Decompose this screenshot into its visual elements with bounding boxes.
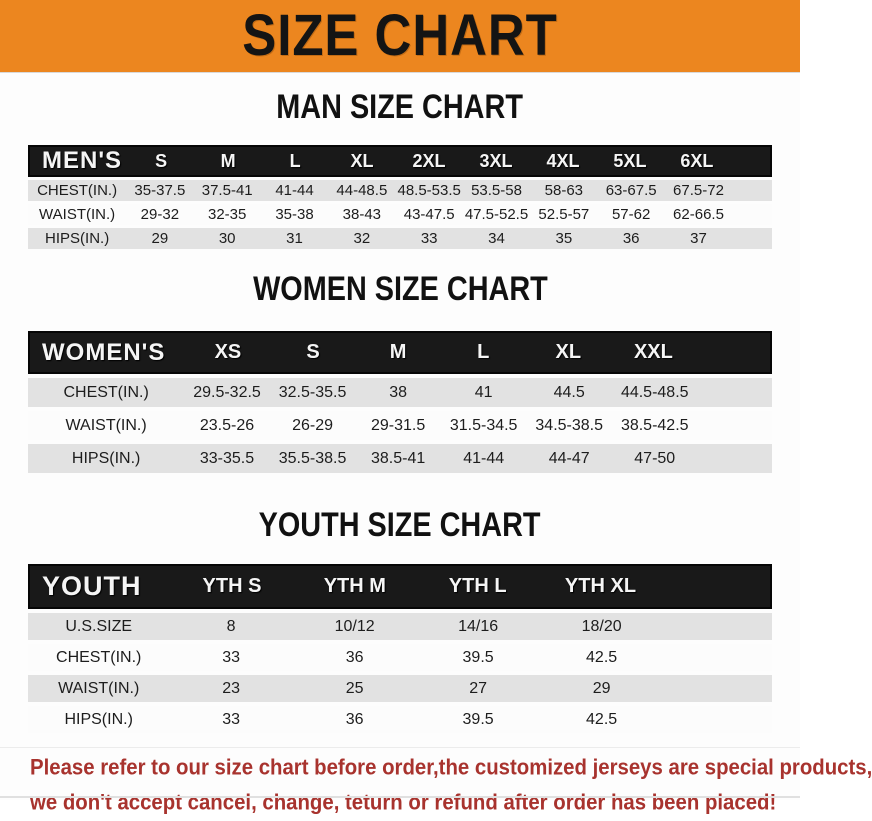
youth-size-header-yth-xl: YTH XL <box>564 575 637 597</box>
men-chest-in-value-1: 37.5-41 <box>201 182 253 199</box>
women-row-waist-in <box>28 411 772 440</box>
women-row-label-waist-in: WAIST(IN.) <box>65 417 147 434</box>
men-hips-in-value-0: 29 <box>151 230 169 247</box>
men-waist-in-value-2: 35-38 <box>275 206 314 223</box>
youth-u-s-size-value-3: 18/20 <box>581 618 622 635</box>
men-waist-in-value-1: 32-35 <box>208 206 247 223</box>
youth-chest-in-value-2: 39.5 <box>462 649 494 666</box>
women-row-label-hips-in: HIPS(IN.) <box>71 450 141 467</box>
men-header-bar <box>28 145 772 177</box>
youth-row-label-hips-in: HIPS(IN.) <box>64 711 133 728</box>
men-size-header-xl: XL <box>350 150 374 171</box>
men-chest-in-value-5: 53.5-58 <box>471 182 522 199</box>
youth-waist-in-value-3: 29 <box>592 680 611 697</box>
youth-hips-in-value-0: 33 <box>222 711 240 728</box>
women-size-table <box>28 331 772 473</box>
men-size-table <box>28 145 772 249</box>
youth-u-s-size-value-2: 14/16 <box>458 618 499 635</box>
men-row-hips-in <box>28 228 772 249</box>
youth-row-label-waist-in: WAIST(IN.) <box>58 680 140 697</box>
men-chest-in-value-8: 67.5-72 <box>673 182 724 199</box>
youth-size-table <box>28 564 772 733</box>
women-waist-in-value-3: 31.5-34.5 <box>449 417 518 434</box>
women-size-header-xs: XS <box>214 341 242 363</box>
youth-section-heading <box>0 507 800 549</box>
youth-hips-in-value-2: 39.5 <box>462 711 494 728</box>
women-hips-in-value-5: 47-50 <box>634 450 676 467</box>
men-row-chest-in <box>28 180 772 201</box>
women-row-chest-in <box>28 378 772 407</box>
youth-row-u-s-size <box>28 613 772 640</box>
women-chest-in-value-2: 38 <box>389 384 407 401</box>
women-hips-in-value-4: 44-47 <box>548 450 590 467</box>
women-size-header-m: M <box>389 341 407 363</box>
men-hips-in-value-8: 37 <box>690 230 707 247</box>
women-row-label-chest-in: CHEST(IN.) <box>63 384 149 401</box>
men-hips-in-value-6: 35 <box>555 230 573 247</box>
youth-row-label-u-s-size: U.S.SIZE <box>65 618 133 635</box>
men-size-header-6xl: 6XL <box>680 150 714 171</box>
men-size-header-2xl: 2XL <box>412 150 446 171</box>
women-waist-in-value-5: 38.5-42.5 <box>620 417 689 434</box>
size-chart-banner <box>0 0 800 73</box>
youth-hips-in-value-1: 36 <box>345 711 364 728</box>
youth-waist-in-value-0: 23 <box>222 680 240 697</box>
women-hips-in-value-0: 33-35.5 <box>199 450 255 467</box>
men-waist-in-value-6: 52.5-57 <box>538 206 590 223</box>
women-hips-in-value-3: 41-44 <box>463 450 505 467</box>
men-waist-in-value-3: 38-43 <box>342 206 382 223</box>
youth-row-waist-in <box>28 675 772 702</box>
men-chest-in-value-4: 48.5-53.5 <box>397 182 461 199</box>
women-hips-in-value-1: 35.5-38.5 <box>278 450 347 467</box>
men-hips-in-value-2: 31 <box>286 230 303 247</box>
women-row-hips-in <box>28 444 772 473</box>
women-waist-in-value-4: 34.5-38.5 <box>535 417 603 434</box>
women-heading-text: WOMEN SIZE CHART <box>252 269 548 308</box>
youth-size-header-yth-l: YTH L <box>448 575 507 597</box>
youth-size-header-yth-m: YTH M <box>323 575 386 597</box>
men-hips-in-value-3: 32 <box>353 230 371 247</box>
men-size-header-l: L <box>289 150 301 171</box>
women-chest-in-value-1: 32.5-35.5 <box>278 384 347 401</box>
men-waist-in-value-4: 43-47.5 <box>403 206 455 223</box>
women-chest-in-value-4: 44.5 <box>553 384 585 401</box>
men-chest-in-value-7: 63-67.5 <box>605 182 657 199</box>
men-size-header-s: S <box>155 150 168 171</box>
men-row-label-hips-in: HIPS(IN.) <box>45 230 110 247</box>
youth-hips-in-value-3: 42.5 <box>586 711 618 728</box>
men-hips-in-value-7: 36 <box>622 230 640 247</box>
men-hips-in-value-1: 30 <box>218 230 236 247</box>
men-size-header-m: M <box>220 150 236 171</box>
disclaimer-line-1: Please refer to our size chart before order,the customized jerseys are special products, <box>30 755 872 780</box>
men-chest-in-value-0: 35-37.5 <box>134 182 186 199</box>
youth-heading-text: YOUTH SIZE CHART <box>259 505 541 544</box>
men-hips-in-value-4: 33 <box>420 230 438 247</box>
youth-chest-in-value-1: 36 <box>345 649 364 666</box>
youth-u-s-size-value-1: 10/12 <box>334 618 375 635</box>
men-section-heading <box>0 89 800 131</box>
women-table-label: WOMEN'S <box>42 338 166 366</box>
men-hips-in-value-5: 34 <box>488 230 505 247</box>
women-size-header-xxl: XXL <box>633 341 673 363</box>
order-disclaimer-note <box>0 747 872 820</box>
men-row-label-waist-in: WAIST(IN.) <box>39 206 116 223</box>
women-size-header-s: S <box>306 341 320 363</box>
men-waist-in-value-5: 47.5-52.5 <box>464 206 529 223</box>
women-size-header-xl: XL <box>555 341 582 363</box>
youth-waist-in-value-2: 27 <box>469 680 487 697</box>
youth-header-bar <box>28 564 772 609</box>
men-table-label: MEN'S <box>42 147 123 174</box>
youth-row-chest-in <box>28 644 772 671</box>
men-waist-in-value-0: 29-32 <box>140 206 180 223</box>
women-waist-in-value-0: 23.5-26 <box>199 417 255 434</box>
women-waist-in-value-2: 29-31.5 <box>370 417 426 434</box>
youth-chest-in-value-0: 33 <box>222 649 240 666</box>
youth-row-label-chest-in: CHEST(IN.) <box>56 649 142 666</box>
women-chest-in-value-5: 44.5-48.5 <box>620 384 689 401</box>
youth-row-hips-in <box>28 706 772 733</box>
men-row-label-chest-in: CHEST(IN.) <box>37 182 118 199</box>
men-size-header-5xl: 5XL <box>613 150 647 171</box>
men-waist-in-value-8: 62-66.5 <box>673 206 724 223</box>
youth-chest-in-value-3: 42.5 <box>586 649 618 666</box>
bottom-divider <box>0 796 800 798</box>
youth-waist-in-value-1: 25 <box>345 680 364 697</box>
page-title: SIZE CHART <box>242 3 558 69</box>
men-waist-in-value-7: 57-62 <box>611 206 651 223</box>
men-chest-in-value-3: 44-48.5 <box>336 182 388 199</box>
women-header-bar <box>28 331 772 374</box>
women-section-heading <box>0 271 800 313</box>
men-size-header-4xl: 4XL <box>546 150 580 171</box>
youth-table-label: YOUTH <box>42 571 142 601</box>
youth-size-header-yth-s: YTH S <box>202 575 262 597</box>
disclaimer-line-2: we don't accept cancel, change, teturn or refund after order has been placed! <box>30 790 777 815</box>
men-heading-text: MAN SIZE CHART <box>276 87 524 126</box>
men-chest-in-value-2: 41-44 <box>275 182 314 199</box>
youth-u-s-size-value-0: 8 <box>226 618 236 635</box>
women-waist-in-value-1: 26-29 <box>292 417 334 434</box>
women-chest-in-value-3: 41 <box>474 384 493 401</box>
men-size-header-3xl: 3XL <box>479 150 513 171</box>
women-hips-in-value-2: 38.5-41 <box>370 450 426 467</box>
women-chest-in-value-0: 29.5-32.5 <box>193 384 261 401</box>
men-row-waist-in <box>28 204 772 225</box>
women-size-header-l: L <box>477 341 490 363</box>
men-chest-in-value-6: 58-63 <box>544 182 584 199</box>
